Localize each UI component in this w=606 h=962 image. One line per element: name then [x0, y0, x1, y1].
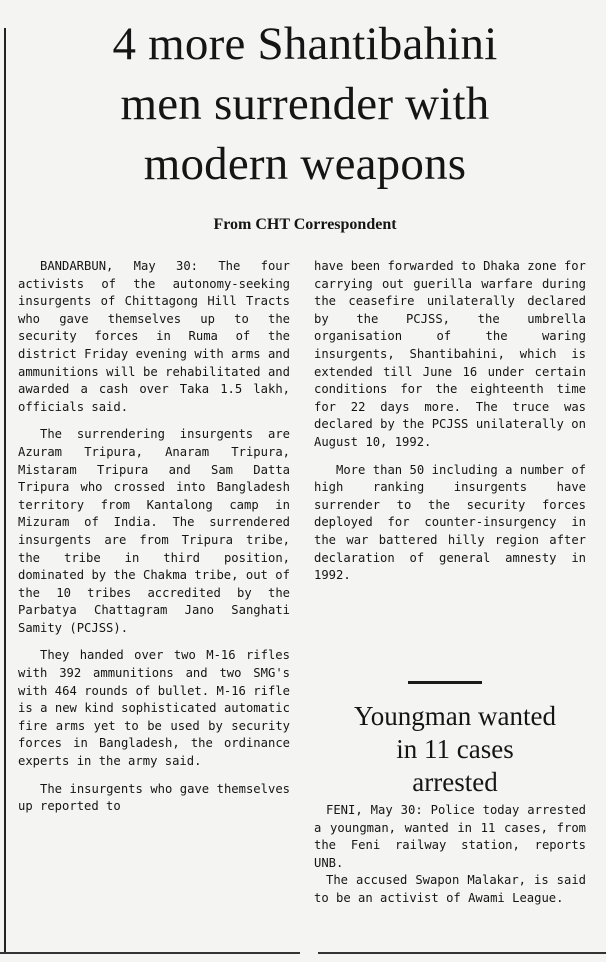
article-paragraph: The insurgents who gave themselves up reported to	[18, 781, 290, 814]
article-paragraph: BANDARBUN, May 30: The four activists of the autonomy-seeking insurgents of Chittagong Hill Tracts who gave themselves up to the security forces in Ruma of the district Friday evening with arms and ammunitions will be rehabilitated and awarded a cash over Taka 1.5 lakh, officials said.	[18, 259, 290, 414]
main-headline	[10, 14, 600, 194]
bottom-rule	[0, 952, 300, 954]
headline-line-2: men surrender with	[120, 78, 490, 130]
headline-line-1: 4 more Shantibahini	[112, 18, 498, 70]
headline-line-3: modern weapons	[143, 138, 467, 190]
article-paragraph: They handed over two M-16 rifles with 392 ammunitions and two SMG's with 464 rounds of bullet. M-16 rifle is a new kind sophisticated automatic fire arms yet to be used by security forces in Bangladesh, the ordinance experts in the army said.	[18, 648, 290, 769]
section-divider	[408, 681, 482, 684]
article-column-left	[18, 258, 290, 826]
article-column-right	[314, 258, 586, 595]
second-headline	[306, 700, 604, 799]
second-headline-line-2: in 11 cases	[396, 734, 514, 764]
article-paragraph: The surrendering insurgents are Azuram Tripura, Anaram Tripura, Mistaram Tripura and Sam Datta Tripura who crossed into Bangladesh territory from Kantalong camp in Mizuram of India. The surrendered insurgents are from Tripura tribe, the tribe in third position, dominated by the Chakma tribe, out of the 10 tribes accredited by the Parbatya Chattagram Jano Sanghati Samity (PCJSS).	[18, 427, 290, 635]
article-paragraph: have been forwarded to Dhaka zone for carrying out guerilla warfare during the ceasefire unilaterally declared by the PCJSS, the umbrella organisation of the waring insurgents, Shantibahini, which is extended till June 16 under certain conditions for the eighteenth time for 22 days more. The truce was declared by the PCJSS unilaterally on August 10, 1992.	[314, 259, 586, 449]
second-headline-line-1: Youngman wanted	[354, 701, 556, 731]
article-paragraph: The accused Swapon Malakar, is said to be an activist of Awami League.	[314, 873, 586, 905]
bottom-rule-right	[318, 952, 606, 954]
byline: From CHT Correspondent	[213, 216, 397, 233]
left-column-rule	[4, 28, 6, 954]
second-article-body	[314, 802, 586, 908]
article-paragraph: FENI, May 30: Police today arrested a youngman, wanted in 11 cases, from the Feni railway station, reports UNB.	[314, 803, 586, 870]
second-headline-line-3: arrested	[412, 767, 498, 797]
article-paragraph: More than 50 including a number of high ranking insurgents have surrender to the security forces deployed for counter-insurgency in the war battered hilly region after declaration of general amnesty in 1992.	[314, 462, 586, 583]
